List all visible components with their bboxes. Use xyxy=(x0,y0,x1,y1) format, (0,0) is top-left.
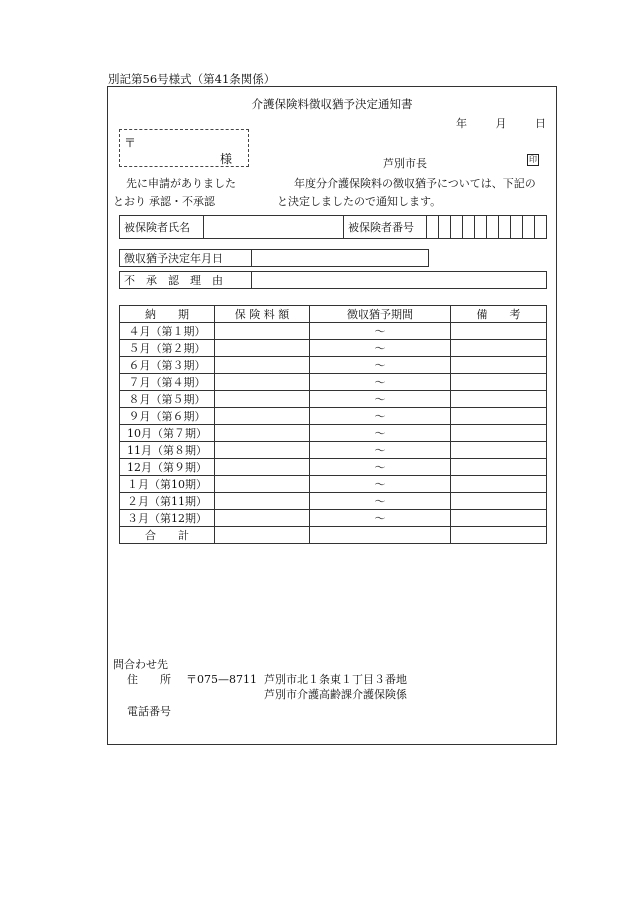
recipient-honorific: 様 xyxy=(220,152,233,166)
header-premium-amount: 保 険 料 額 xyxy=(215,306,310,323)
table-row: ６月（第３期） ～ xyxy=(120,357,547,374)
table-row: 11月（第８期） ～ xyxy=(120,442,547,459)
contact-address-label: 住 所 xyxy=(127,673,171,686)
table-row: ７月（第４期） ～ xyxy=(120,374,547,391)
insured-person-table xyxy=(119,215,547,239)
form-number-label: 別記第56号様式（第41条関係） xyxy=(108,72,276,86)
table-row: 10月（第７期） ～ xyxy=(120,425,547,442)
notice-line1-start: 先に申請がありました xyxy=(126,177,236,190)
insured-number-label: 被保険者番号 xyxy=(344,216,427,239)
payment-period-table xyxy=(119,305,547,544)
table-total-row xyxy=(120,527,547,544)
seal-mark: 印 xyxy=(529,155,537,164)
table-row: ４月（第１期） ～ xyxy=(120,323,547,340)
month-label: 月 xyxy=(495,117,507,130)
decision-date-field xyxy=(252,250,429,267)
rejection-reason-table xyxy=(119,271,547,289)
decision-date-label: 徴収猶予決定年月日 xyxy=(120,250,252,267)
table-row: １月（第10期） ～ xyxy=(120,476,547,493)
decision-date-table xyxy=(119,249,429,267)
day-label: 日 xyxy=(535,117,546,130)
table-row: ２月（第11期） ～ xyxy=(120,493,547,510)
table-row: ３月（第12期） ～ xyxy=(120,510,547,527)
year-label: 年 xyxy=(456,117,467,130)
contact-department: 芦別市介護高齢課介護保険係 xyxy=(264,688,407,701)
document-title: 介護保険料徴収猶予決定通知書 xyxy=(251,97,413,111)
total-label: 合 計 xyxy=(120,527,215,544)
notice-line2-end: と決定しましたので通知します。 xyxy=(277,195,442,208)
table-header-row xyxy=(120,306,547,323)
rejection-reason-field xyxy=(252,272,547,289)
table-row: ８月（第５期） ～ xyxy=(120,391,547,408)
contact-street-address: 芦別市北１条東１丁目３番地 xyxy=(264,673,407,686)
table-row: 12月（第９期） ～ xyxy=(120,459,547,476)
table-row: ９月（第６期） ～ xyxy=(120,408,547,425)
insured-number-digits xyxy=(427,216,547,239)
rejection-reason-label: 不 承 認 理 由 xyxy=(120,272,252,289)
table-row: ５月（第２期） ～ xyxy=(120,340,547,357)
header-remarks: 備 考 xyxy=(451,306,547,323)
issuer-name: 芦別市長 xyxy=(383,157,427,170)
header-due-period: 納 期 xyxy=(120,306,215,323)
insured-name-label: 被保険者氏名 xyxy=(120,216,204,239)
postal-mark: 〒 xyxy=(124,136,137,150)
contact-heading: 問合わせ先 xyxy=(113,658,168,671)
approval-choice: 承認・不承認 xyxy=(149,195,215,208)
contact-postal-code: 〒075—8711 xyxy=(186,673,257,686)
contact-phone-label: 電話番号 xyxy=(127,705,171,718)
notice-line1-end: 年度分介護保険料の徴収猶予については、下記の xyxy=(294,177,536,190)
issue-date xyxy=(456,115,546,131)
notice-line2-start: とおり xyxy=(113,195,146,208)
header-deferral-period: 徴収猶予期間 xyxy=(310,306,451,323)
insured-name-field xyxy=(204,216,344,239)
